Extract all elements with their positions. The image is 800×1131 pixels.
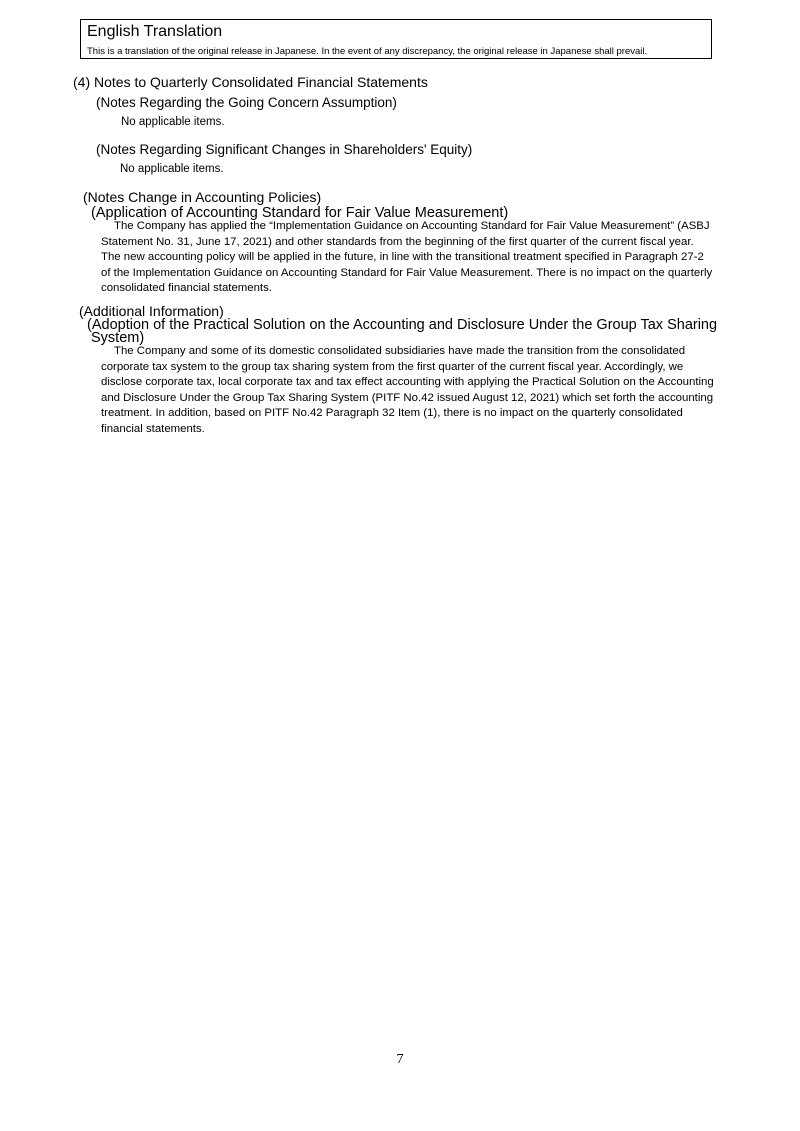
going-concern-heading: (Notes Regarding the Going Concern Assumption) <box>96 95 397 110</box>
going-concern-body: No applicable items. <box>121 116 225 128</box>
translation-banner <box>80 19 712 59</box>
additional-info-heading: (Additional Information) <box>79 303 224 319</box>
fair-value-subheading: (Application of Accounting Standard for Fair Value Measurement) <box>91 205 509 221</box>
accounting-policies-heading: (Notes Change in Accounting Policies) <box>83 189 322 205</box>
page-number: 7 <box>396 1052 404 1067</box>
group-tax-body: The Company and some of its domestic consolidated subsidiaries have made the transition from the consolidated corporate tax system to the group tax sharing system from the first quarter of the current fiscal year. Accordingly, we disclose corporate tax, local corporate tax and tax effect accounting with applying the Practical Solution on the Accounting and Disclosure Under the Group Tax Sharing System (PITF No.42 issued August 12, 2021) which set forth the accounting treatment. In addition, based on PITF No.42 Paragraph 32 Item (1), there is no impact on the quarterly consolidated financial statements. <box>101 345 714 435</box>
fair-value-body: The Company has applied the “Implementation Guidance on Accounting Standard for Fair Value Measurement” (ASBJ Statement No. 31, June 17, 2021) and other standards from the beginning of the first quarter of the current fiscal year. The new accounting policy will be applied in the future, in line with the transitional treatment specified in Paragraph 27-2 of the Implementation Guidance on Accounting Standard for Fair Value Measurement. There is no impact on the quarterly consolidated financial statements. <box>101 220 713 295</box>
group-tax-subheading-line1: (Adoption of the Practical Solution on the Accounting and Disclosure Under the Group Tax Sharing <box>87 317 718 333</box>
equity-changes-heading: (Notes Regarding Significant Changes in Shareholders' Equity) <box>96 142 473 157</box>
banner-note: This is a translation of the original release in Japanese. In the event of any discrepancy, the original release in Japanese shall prevail. <box>87 46 648 57</box>
section-heading: (4) Notes to Quarterly Consolidated Financial Statements <box>73 74 428 90</box>
banner-title: English Translation <box>87 23 223 40</box>
group-tax-subheading-line2: System) <box>91 330 145 346</box>
equity-changes-body: No applicable items. <box>120 163 224 175</box>
